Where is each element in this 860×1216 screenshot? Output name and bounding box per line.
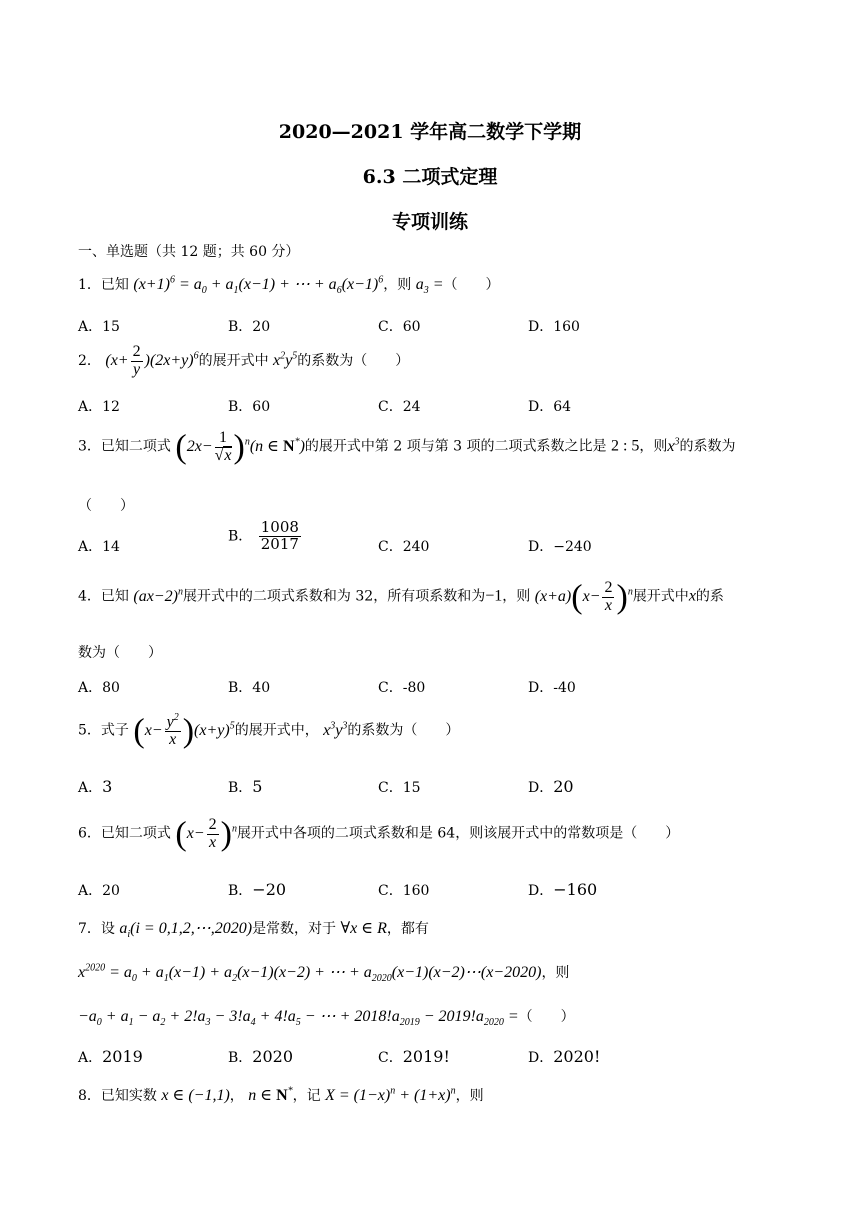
doc-title-3: 专项训练 <box>391 211 468 233</box>
question-7-line3: $-a_0 + a_1 - a_2 + 2!a_3 - 3!a_4 + 4!a_5$ − ⋯ + $2018!a_{2019} - 2019!a_{2020}$ =（ ） <box>78 1008 575 1029</box>
q1-option-c: C．60 <box>378 319 421 335</box>
q4-option-d: D．-40 <box>528 680 576 696</box>
q7-option-d: D．2020! <box>528 1047 601 1066</box>
question-5: 5．式子 (x− $\frac{y^2}{x}$ )$(x+y)^5$的展开式中， $x^3y^3$的系数为（ ） <box>78 712 460 749</box>
question-4: 4．已知 $(ax-2)^n$展开式中的二项式系数和为 32，所有项系数和为−1，则 (x+a)(x− $\frac{2}{x}$ )$^n$展开式中x的系 <box>78 578 724 615</box>
q4-option-b: B．40 <box>228 680 271 696</box>
doc-title-1: 2020—2021 学年高二数学下学期 <box>278 121 582 143</box>
q7-option-c: C．2019! <box>378 1047 450 1066</box>
q1-option-d: D．160 <box>528 319 580 335</box>
question-7-line2: $x^{2020} = a_0 + a_1(x-1) + a_2(x-1)(x-2)$ + ⋯ + $a_{2020}(x-1)(x-2)\cdots(x-2020)$，则 <box>78 962 570 985</box>
q1-formula: $(x+1)^6 = a_0 + a_1(x-1)$ + ⋯ + $a_6(x-1)^6$ <box>133 274 384 297</box>
question-1: 1．已知 $(x+1)^6 = a_0 + a_1(x-1)$ + ⋯ + $a_6(x-1)^6$，则 $a_3$ =（ ） <box>78 274 500 297</box>
question-8: 8．已知实数 x ∈ (−1,1)， n ∈ N*，记 $X = (1-x)^n + (1+x)^n$，则 <box>78 1085 484 1104</box>
q3-option-d: D．−240 <box>528 539 592 555</box>
q6-option-c: C．160 <box>378 883 430 899</box>
q2-option-b: B．60 <box>228 399 271 415</box>
q1-option-b: B．20 <box>228 319 271 335</box>
q4-line2: 数为（ ） <box>78 645 162 661</box>
question-6: 6．已知二项式 (x− $\frac{2}{x}$ )$^n$展开式中各项的二项式系数和是 64，则该展开式中的常数项是（ ） <box>78 815 680 852</box>
q3-formula: (2x− $\frac{1}{√x}$ )$^n$(n ∈ N*) <box>175 428 305 465</box>
q7-option-a: A．2019 <box>78 1047 143 1066</box>
q2-option-c: C．24 <box>378 399 421 415</box>
question-7: 7．设 $a_i(i$ = 0,1,2,⋯,2020)是常数，对于 ∀x ∈ R，都有 <box>78 920 429 941</box>
section-heading: 一、单选题（共 12 题；共 60 分） <box>78 244 300 260</box>
q5-option-a: A．3 <box>78 777 113 796</box>
q5-option-d: D．20 <box>528 777 574 796</box>
q3-paren: （ ） <box>78 498 134 514</box>
q4-option-a: A．80 <box>78 680 120 696</box>
question-3: 3．已知二项式 (2x− $\frac{1}{√x}$ )$^n$(n ∈ N*)的展开式中第 2 项与第 3 项的二项式系数之比是 2 : 5，则$x^3$的系数为 <box>78 428 736 465</box>
q1-option-a: A．15 <box>78 319 120 335</box>
doc-title-2: 6.3 二项式定理 <box>362 166 498 188</box>
q7-option-b: B．2020 <box>228 1047 294 1066</box>
q3-option-a: A．14 <box>78 539 120 555</box>
q4-option-c: C．-80 <box>378 680 426 696</box>
q6-option-a: A．20 <box>78 883 120 899</box>
q3-option-c: C．240 <box>378 539 430 555</box>
q2-option-a: A．12 <box>78 399 120 415</box>
question-2: 2． (x+ $\frac{2}{y}$ )$(2x+y)^6$的展开式中 $x^2y^5$的系数为（ ） <box>78 343 410 378</box>
q5-option-b: B．5 <box>228 777 263 796</box>
q6-option-b: B．−20 <box>228 880 287 899</box>
q6-option-d: D．−160 <box>528 880 598 899</box>
q2-option-d: D．64 <box>528 399 572 415</box>
q5-option-c: C．15 <box>378 780 421 796</box>
q2-formula: (x+ $\frac{2}{y}$ )$(2x+y)^6$ <box>105 343 199 378</box>
q3-option-b: B． $\frac{1008}{2017}$ <box>228 518 299 553</box>
